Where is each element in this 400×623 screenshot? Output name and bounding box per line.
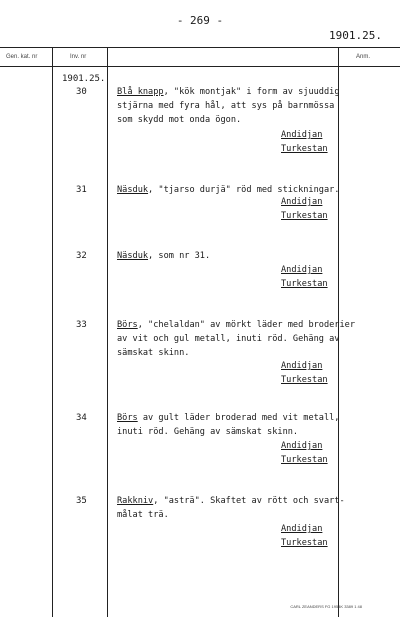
inv-number: 31 xyxy=(76,185,87,195)
entry-description-line: inuti röd. Gehäng av sämskat skinn. xyxy=(117,427,299,437)
section-year: 1901.25. xyxy=(62,74,106,84)
place-label: Turkestan xyxy=(281,144,328,154)
column-header-gen-kat: Gen. kat. nr xyxy=(6,54,38,60)
entry-description: Börs av gult läder broderad med vit metall, xyxy=(117,413,340,423)
place-label: Andidjan xyxy=(281,265,323,275)
page-number: - 269 - xyxy=(176,14,224,27)
column-divider-2 xyxy=(107,47,108,617)
place-label: Andidjan xyxy=(281,441,323,451)
place-label: Andidjan xyxy=(281,361,323,371)
inv-number: 34 xyxy=(76,413,87,423)
column-header-anm: Anm. xyxy=(356,54,371,60)
entry-description-line: målat trä. xyxy=(117,510,169,520)
inv-number: 32 xyxy=(76,251,87,261)
entry-description: Näsduk, "tjarso durjä" röd med stickningar. xyxy=(117,185,340,195)
place-label: Turkestan xyxy=(281,455,328,465)
entry-description-line: stjärna med fyra hål, att sys på barnmössa xyxy=(117,101,335,111)
place-label: Andidjan xyxy=(281,197,323,207)
inv-number: 33 xyxy=(76,320,87,330)
place-label: Andidjan xyxy=(281,524,323,534)
entry-description-line: som skydd mot onda ögon. xyxy=(117,115,242,125)
place-label: Turkestan xyxy=(281,538,328,548)
place-label: Turkestan xyxy=(281,279,328,289)
column-header-inv: Inv. nr xyxy=(70,54,87,60)
inv-number: 30 xyxy=(76,87,87,97)
entry-description-line: sämskat skinn. xyxy=(117,348,190,358)
place-label: Turkestan xyxy=(281,375,328,385)
entry-description: Blå knapp, "kök montjak" i form av sjuuddig xyxy=(117,87,340,97)
column-divider-1 xyxy=(52,47,53,617)
header-bottom-rule xyxy=(0,66,400,67)
place-label: Andidjan xyxy=(281,130,323,140)
inv-number: 35 xyxy=(76,496,87,506)
entry-description: Näsduk, som nr 31. xyxy=(117,251,211,261)
entry-description-line: av vit och gul metall, inuti röd. Gehäng av xyxy=(117,334,340,344)
entry-description: Börs, "chelaldan" av mörkt läder med broderier xyxy=(117,320,356,330)
entry-description: Rakkniv, "asträ". Skaftet av rött och svart- xyxy=(117,496,345,506)
place-label: Turkestan xyxy=(281,211,328,221)
header-top-rule xyxy=(0,47,400,48)
print-footer: CARL ZEANDERS FG 1954K 3389 1 48 xyxy=(290,604,362,609)
year-label: 1901.25. xyxy=(329,29,382,42)
